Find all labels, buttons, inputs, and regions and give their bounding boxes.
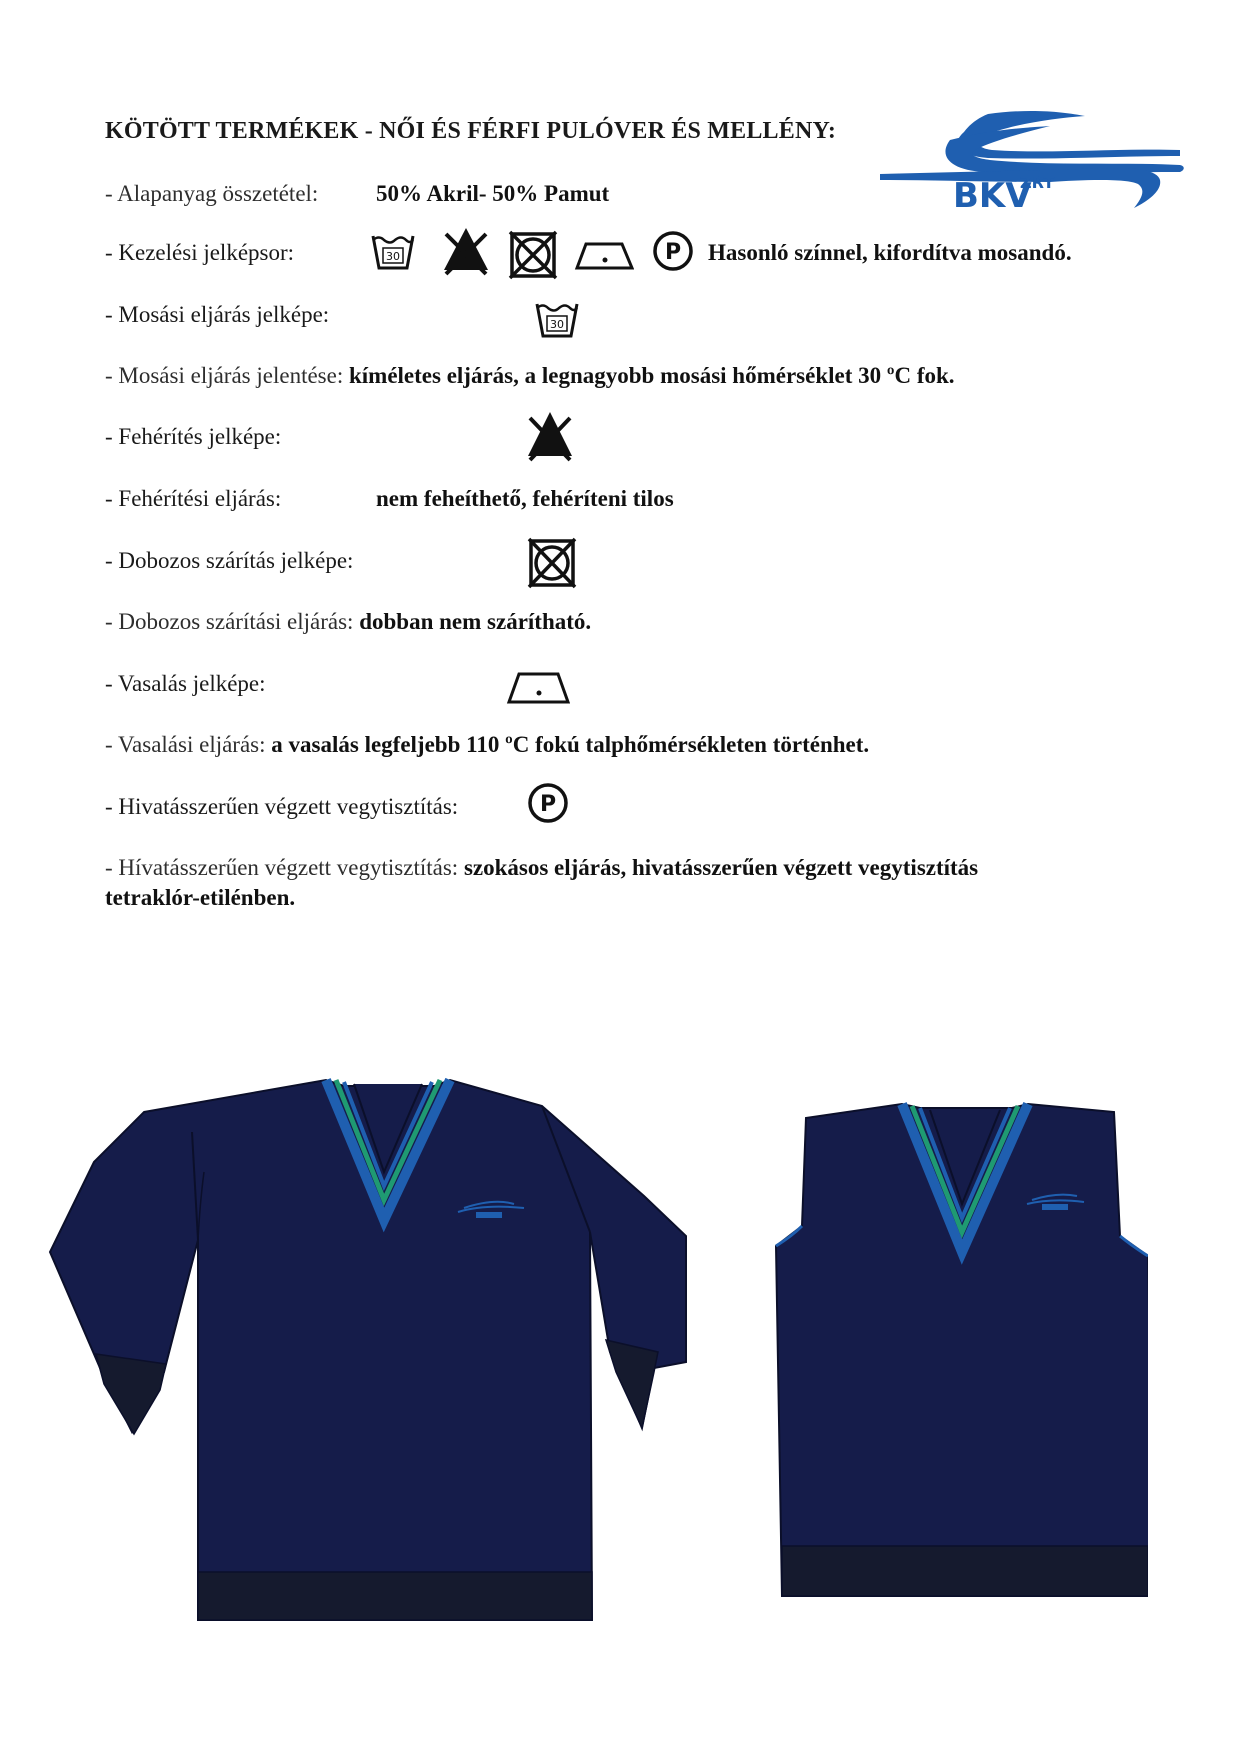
care-note: Hasonló színnel, kifordítva mosandó. — [708, 240, 1072, 265]
wash-30-icon — [534, 300, 580, 340]
bleach-symbol-label: - Fehérítés jelképe: — [105, 424, 282, 449]
wash-symbol-label: - Mosási eljárás jelképe: — [105, 302, 330, 327]
wash-30-icon — [370, 232, 416, 272]
svg-text:30: 30 — [550, 318, 564, 331]
pro-clean-process-row: - Hívatásszerűen végzett vegytisztítás: szokásos eljárás, hivatásszerűen végzett vegytisztítás — [105, 855, 979, 880]
pro-clean-symbol-label: - Hivatásszerűen végzett vegytisztítás: — [105, 794, 459, 819]
iron-symbol-label: - Vasalás jelképe: — [105, 671, 266, 696]
material-row — [105, 181, 318, 207]
vest-illustration — [772, 1096, 1148, 1616]
no-bleach-icon — [440, 224, 492, 276]
logo-text: BKV — [953, 176, 1032, 216]
page-title: KÖTÖTT TERMÉKEK - NŐI ÉS FÉRFI PULÓVER ÉS MELLÉNY: — [105, 118, 837, 144]
care-label: - Kezelési jelképsor: — [105, 240, 295, 265]
bleach-process-value: nem feheíthető, fehéríteni tilos — [376, 486, 674, 511]
dry-symbol-label: - Dobozos szárítás jelképe: — [105, 548, 354, 573]
iron-low-icon — [574, 236, 634, 272]
material-value: 50% Akril- 50% Pamut — [376, 181, 610, 206]
iron-low-icon — [506, 666, 570, 706]
svg-text:P: P — [664, 240, 682, 265]
no-tumble-dry-icon — [508, 230, 558, 280]
no-tumble-dry-icon — [526, 536, 578, 590]
logo-superscript: ZRT — [1020, 173, 1055, 192]
svg-text:P: P — [539, 792, 557, 817]
no-bleach-icon — [524, 408, 576, 464]
dryclean-p-icon — [652, 230, 694, 272]
iron-process-row: - Vasalási eljárás: a vasalás legfeljebb 110 ºC fokú talphőmérsékleten történhet. — [105, 732, 870, 757]
pro-clean-process-cont: tetraklór-etilénben. — [105, 885, 296, 910]
wash-meaning-row: - Mosási eljárás jelentése: kíméletes eljárás, a legnagyobb mosási hőmérséklet 30 ºC fok. — [105, 363, 955, 388]
svg-text:30: 30 — [386, 250, 400, 263]
bleach-process-label: - Fehérítési eljárás: — [105, 486, 282, 511]
bkv-logo — [880, 110, 1192, 218]
material-label: - Alapanyag összetétel: — [105, 181, 319, 206]
pullover-illustration — [44, 1072, 726, 1632]
dryclean-p-icon — [526, 781, 570, 825]
dry-process-row: - Dobozos szárítási eljárás: dobban nem szárítható. — [105, 609, 592, 634]
